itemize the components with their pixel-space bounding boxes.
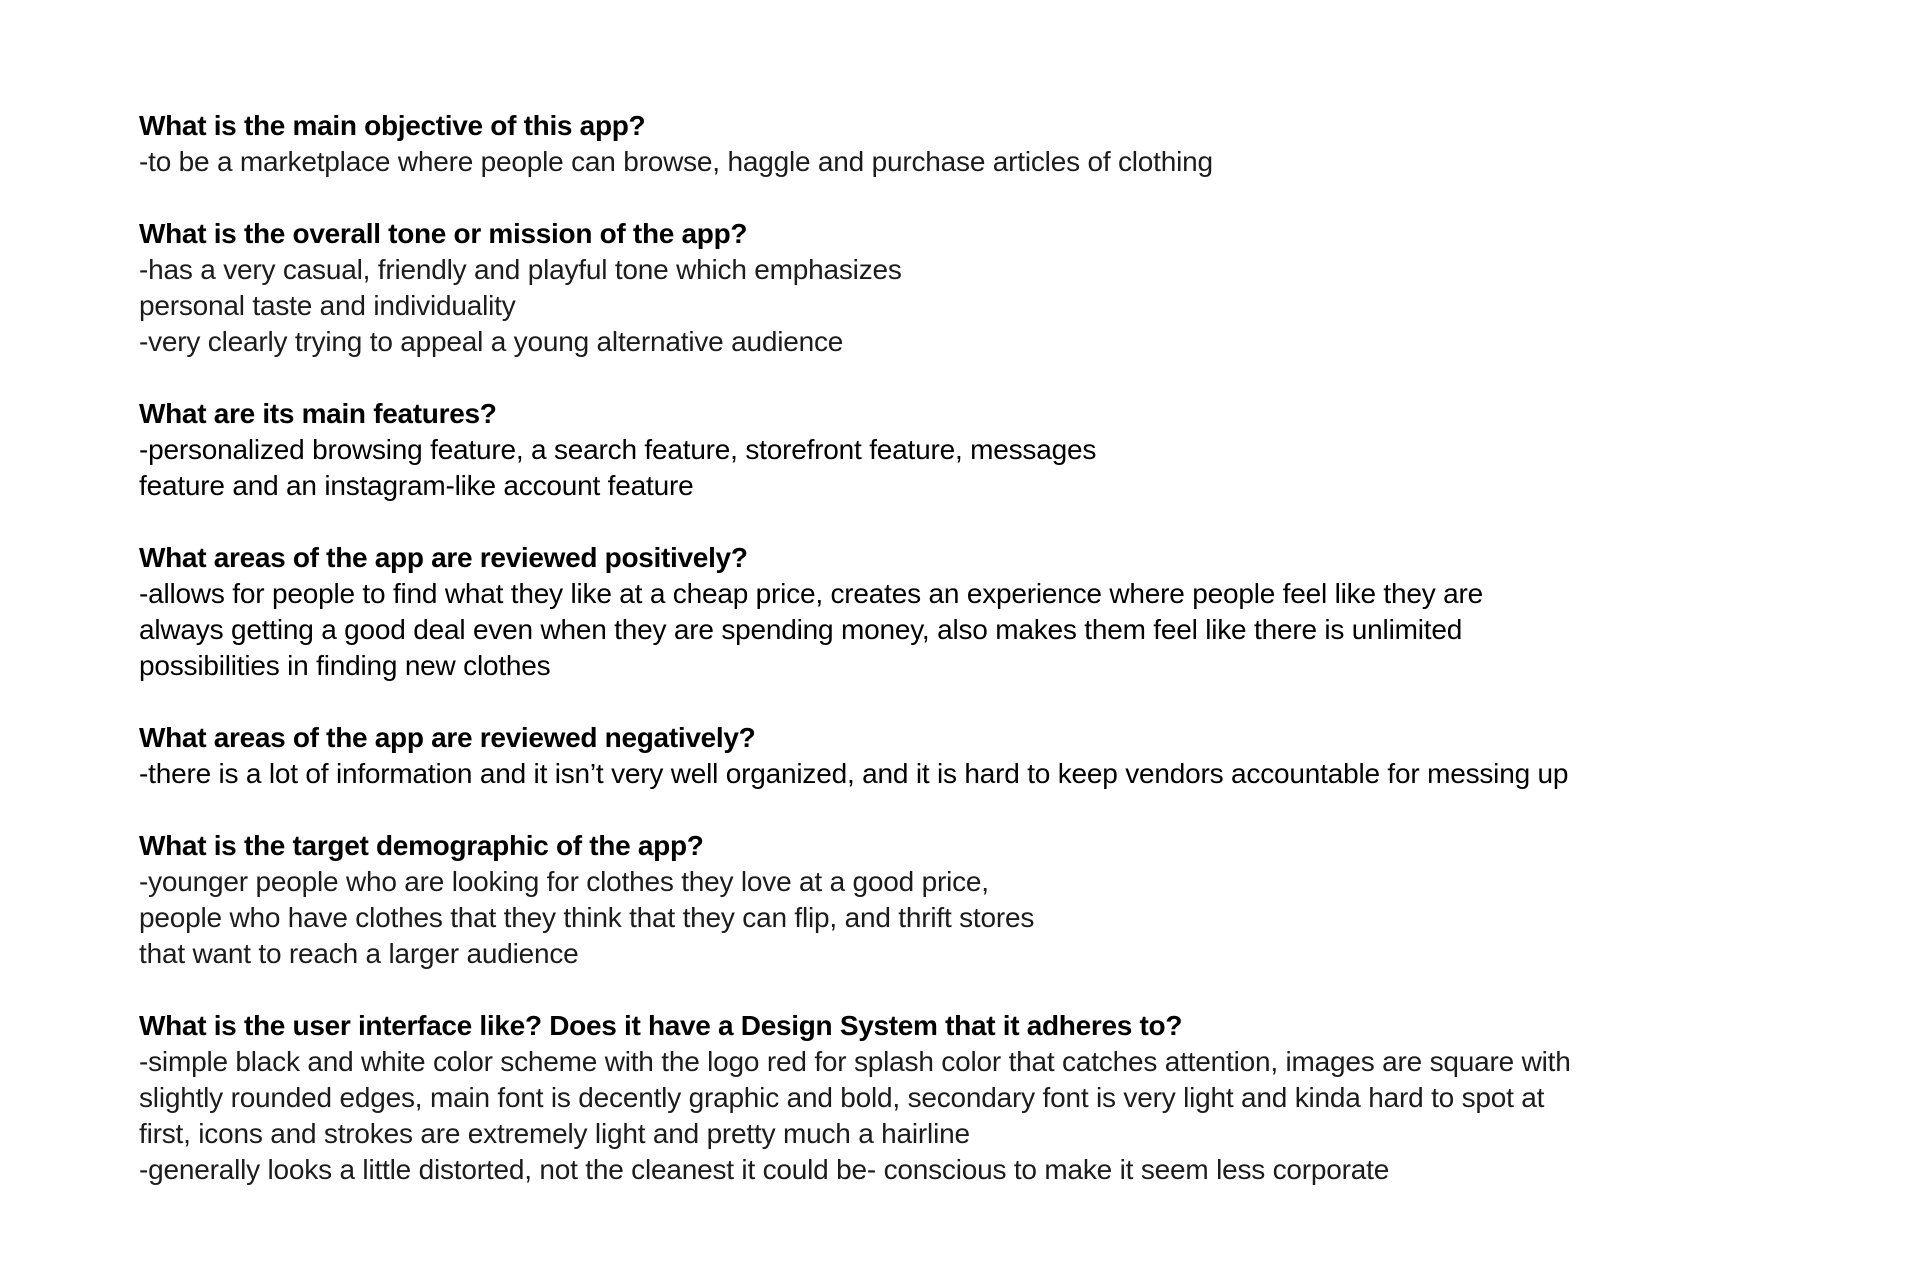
answer-line: -simple black and white color scheme with the logo red for splash color that catches attention, images are square with [139,1046,1571,1077]
question-heading: What is the target demographic of the app? [139,830,704,861]
answer-line: that want to reach a larger audience [139,938,579,969]
answer-line: personal taste and individuality [139,290,516,321]
document-body [139,108,1859,1224]
answer-line: -personalized browsing feature, a search feature, storefront feature, messages [139,434,1097,465]
answer-line: -very clearly trying to appeal a young alternative audience [139,326,844,357]
answer-line: -generally looks a little distorted, not the cleanest it could be- conscious to make it seem less corporate [139,1154,1390,1185]
section-tone-mission [139,216,1859,360]
answer-line: possibilities in finding new clothes [139,650,551,681]
answer-line: -has a very casual, friendly and playful tone which emphasizes [139,254,902,285]
question-heading: What areas of the app are reviewed positively? [139,542,748,573]
answer-line: first, icons and strokes are extremely light and pretty much a hairline [139,1118,970,1149]
question-heading: What are its main features? [139,398,497,429]
section-target-demographic [139,828,1859,972]
answer-line: always getting a good deal even when they are spending money, also makes them feel like there is unlimited [139,614,1463,645]
answer-line: -to be a marketplace where people can browse, haggle and purchase articles of clothing [139,146,1213,177]
answer-line: -there is a lot of information and it isn’t very well organized, and it is hard to keep vendors accountable for messing up [139,758,1569,789]
answer-line: feature and an instagram-like account feature [139,470,694,501]
answer-line: people who have clothes that they think that they can flip, and thrift stores [139,902,1035,933]
section-main-features [139,396,1859,504]
section-user-interface [139,1008,1859,1188]
answer-line: -allows for people to find what they like at a cheap price, creates an experience where people feel like they are [139,578,1483,609]
question-heading: What is the overall tone or mission of the app? [139,218,748,249]
section-reviewed-positively [139,540,1859,684]
question-heading: What is the user interface like? Does it have a Design System that it adheres to? [139,1010,1183,1041]
section-reviewed-negatively [139,720,1859,792]
answer-line: slightly rounded edges, main font is decently graphic and bold, secondary font is very light and kinda hard to spot at [139,1082,1545,1113]
answer-line: -younger people who are looking for clothes they love at a good price, [139,866,989,897]
question-heading: What is the main objective of this app? [139,110,646,141]
section-main-objective [139,108,1859,180]
question-heading: What areas of the app are reviewed negatively? [139,722,756,753]
